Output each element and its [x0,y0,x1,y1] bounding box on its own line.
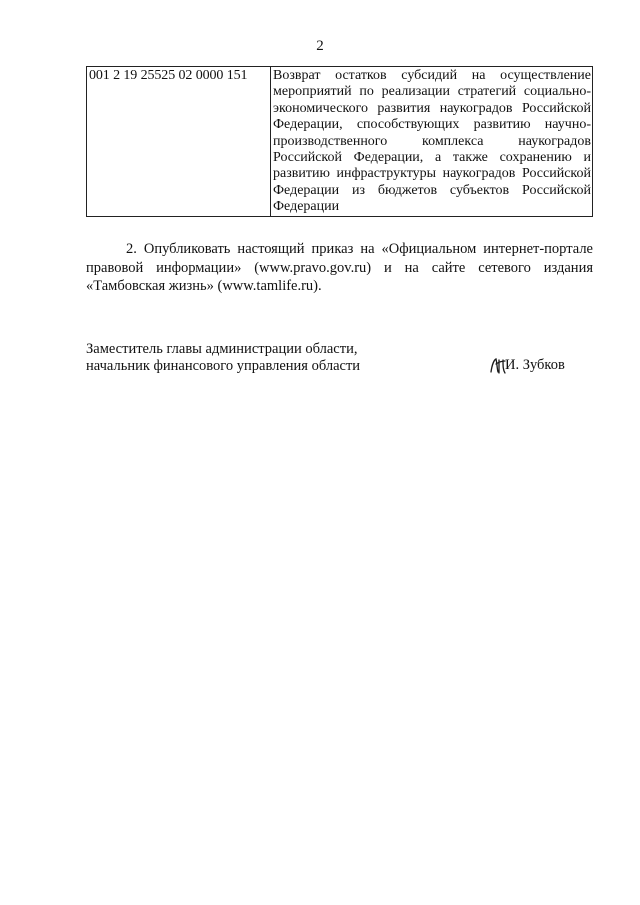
table-row [87,67,593,217]
signatory-name: И. Зубков [505,357,565,373]
budget-code-cell: 001 2 19 25525 02 0000 151 [87,67,271,217]
budget-code-table [86,66,593,217]
publication-paragraph: 2. Опубликовать настоящий приказ на «Официальном интернет-портале правовой информации» (www.pravo.gov.ru) и на сайте сетевого издания «Тамбовская жизнь» (www.tamlife.ru). [86,241,593,294]
page-number: 2 [316,38,324,54]
signatory-position-line-1: Заместитель главы администрации области, [86,341,358,357]
signatory-position-line-2: начальник финансового управления области [86,357,361,374]
budget-description-cell: Возврат остатков субсидий на осуществление мероприятий по реализации стратегий социально-экономического развития наукоградов Российской Федерации, способствующих развитию научно-производственного комплекса наукоградов Российской Федерации, а также сохранению и развитию инфраструктуры наукоградов Российской Федерации из бюджетов субъектов Российской Федерации [271,67,593,217]
signatory-position [86,341,360,374]
